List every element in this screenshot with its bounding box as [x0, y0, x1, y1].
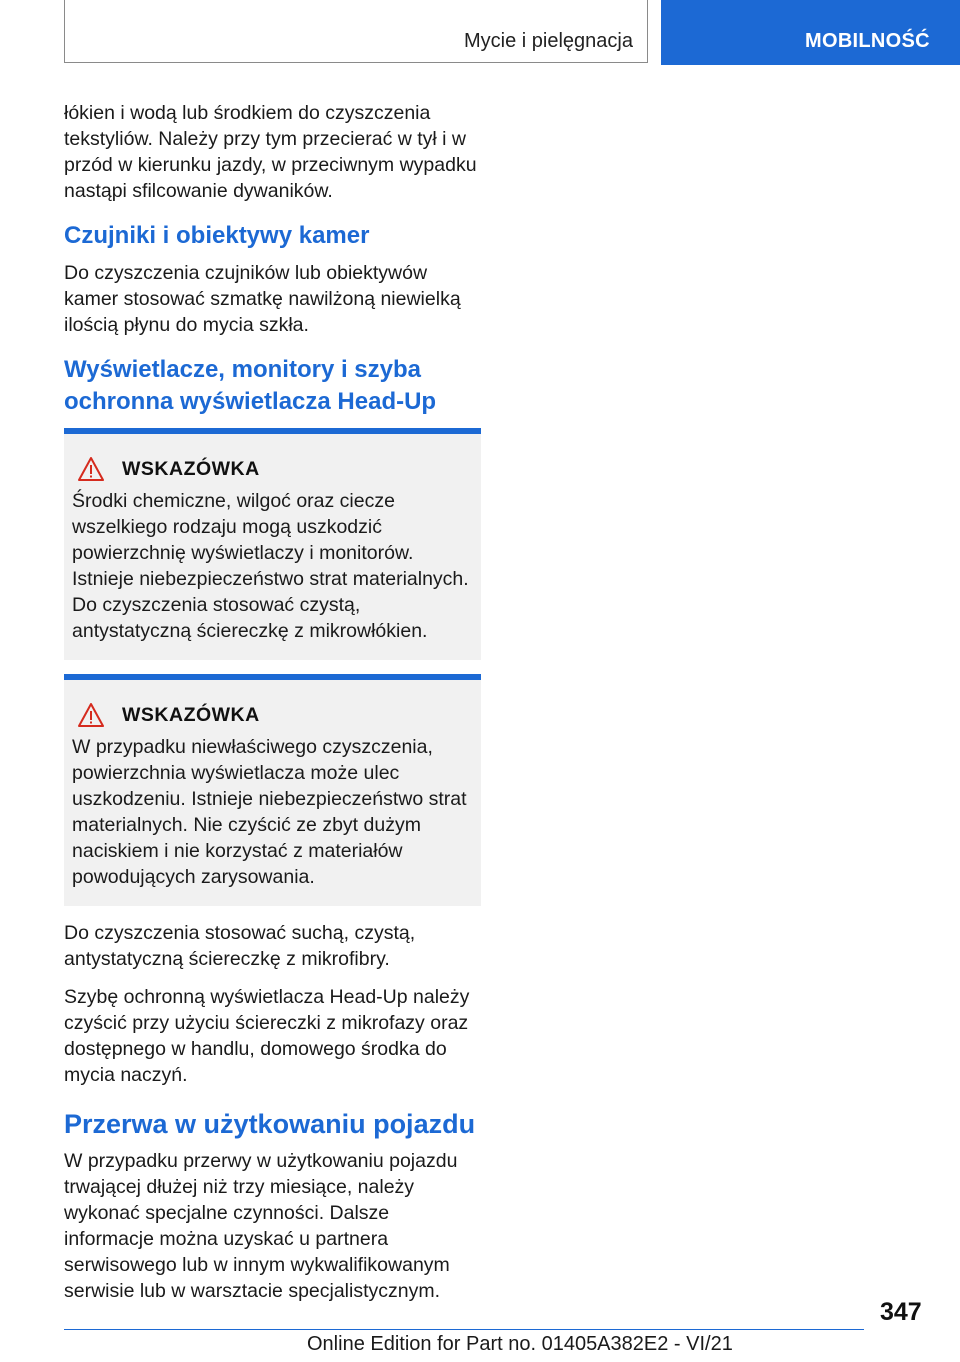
hud-paragraph: Szybę ochronną wyświetlacza Head-Up należy czyścić przy użyciu ściereczki z mikrofazy oraz dostępnego w handlu, domowego środka do mycia naczyń. — [64, 986, 470, 1086]
header-section-title: Mycie i pielęgnacja — [464, 30, 633, 52]
break-paragraph: W przypadku przerwy w użytkowaniu pojazdu trwającej dłużej niż trzy miesiące, należy wykonać specjalne czynności. Dalsze informacje można uzyskać u partnera serwisowego lub w innym wykwalifikowanym serwisie lub w warsztacie specjalistycznym. — [64, 1150, 458, 1302]
warning-title: WSKAZÓWKA — [122, 457, 260, 480]
warning-text: W przypadku niewłaściwego czyszczenia, powierzchnia wyświetlacza może ulec uszkodzeniu. Istnieje niebezpieczeństwo strat materialnych. Nie czyścić ze zbyt dużym naciskiem i nie korzystać z materiałów powodujących zarysowania. — [72, 736, 467, 888]
header-section-box — [64, 0, 648, 63]
heading-break: Przerwa w użytkowaniu pojazdu — [64, 1109, 476, 1139]
sensors-paragraph: Do czyszczenia czujników lub obiektywów kamer stosować szmatkę nawilżoną niewielką ilością płynu do mycia szkła. — [64, 262, 461, 336]
warning-header — [72, 702, 471, 728]
warning-title: WSKAZÓWKA — [122, 703, 260, 726]
dry-cloth-paragraph: Do czyszczenia stosować suchą, czystą, antystatyczną ściereczkę z mikrofibry. — [64, 922, 416, 970]
warning-triangle-icon — [78, 702, 104, 728]
intro-paragraph: łókien i wodą lub środkiem do czyszczenia tekstyliów. Należy przy tym przecierać w tył i w przód w kierunku jazdy, w przeciwnym wypadku nastąpi sfilcowanie dywaników. — [64, 102, 477, 202]
warning-triangle-icon — [78, 456, 104, 482]
heading-displays: Wyświetlacze, monitory i szyba ochronna wyświetlacza Head-Up — [64, 356, 437, 415]
warning-header — [72, 456, 471, 482]
page-number: 347 — [880, 1298, 922, 1326]
warning-box-1 — [64, 428, 481, 660]
warning-text: Środki chemiczne, wilgoć oraz ciecze wszelkiego rodzaju mogą uszkodzić powierzchnię wyświetlaczy i monitorów. Istnieje niebezpieczeństwo strat materialnych. Do czyszczenia stosować czystą, antystatyczną ściereczkę z mikrowłókien. — [72, 490, 469, 642]
warning-box-2 — [64, 674, 481, 906]
header-chapter-tab[interactable]: MOBILNOŚĆ — [661, 0, 960, 65]
footer-divider — [64, 1329, 864, 1330]
main-column — [64, 100, 484, 1316]
heading-sensors: Czujniki i obiektywy kamer — [64, 222, 370, 249]
footer-edition: Online Edition for Part no. 01405A382E2 - VI/21 — [307, 1333, 733, 1355]
